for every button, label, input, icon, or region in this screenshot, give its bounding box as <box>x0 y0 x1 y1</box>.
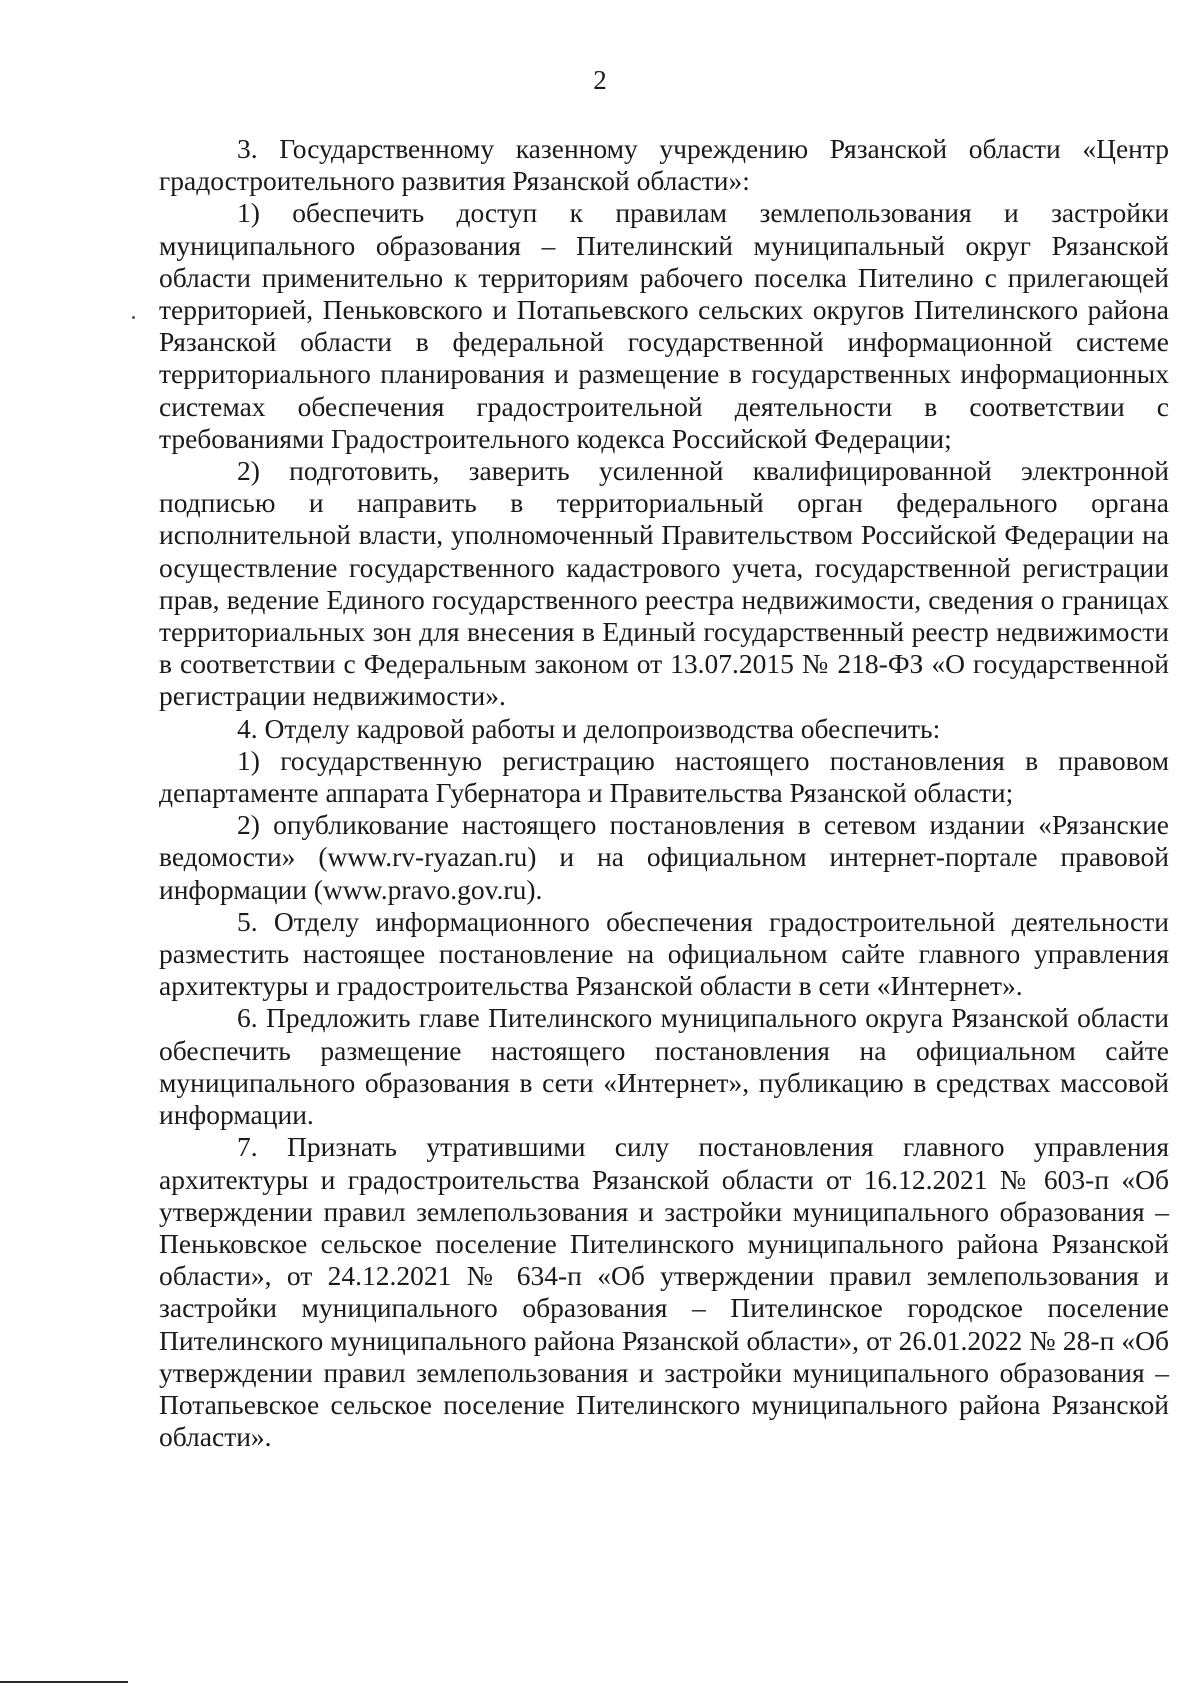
scan-speck <box>132 316 135 319</box>
page-number: 2 <box>593 65 607 95</box>
paragraph-4-2: 2) опубликование настоящего постановления в сетевом издании «Рязанские ведомости» (www.rv-ryazan.ru) и на официальном интернет-портале правовой информации (www.pravo.gov.ru). <box>159 809 1169 905</box>
paragraph-3-1: 1) обеспечить доступ к правилам землепользования и застройки муниципального образования – Пителинский муниципальный округ Рязанской области применительно к территориям рабочего поселка Пителино с прилегающей территорией, Пеньковского и Потапьевского сельских округов Пителинского района Рязанской области в федеральной государственной информационной системе территориального планирования и размещение в государственных информационных системах обеспечения градостроительной деятельности в соответствии с требованиями Градостроительного кодекса Российской Федерации; <box>159 197 1169 454</box>
paragraph-3: 3. Государственному казенному учреждению Рязанской области «Центр градостроительного развития Рязанской области»: <box>159 133 1169 197</box>
paragraph-3-2: 2) подготовить, заверить усиленной квалифицированной электронной подписью и направить в территориальный орган федерального органа исполнительной власти, уполномоченный Правительством Российской Федерации на осуществление государственного кадастрового учета, государственной регистрации прав, ведение Единого государственного реестра недвижимости, сведения о границах территориальных зон для внесения в Единый государственный реестр недвижимости в соответствии с Федеральным законом от 13.07.2015 № 218-ФЗ «О государственной регистрации недвижимости». <box>159 455 1169 712</box>
footer-rule <box>0 1681 128 1683</box>
document-body <box>159 133 1169 1453</box>
paragraph-6: 6. Предложить главе Пителинского муниципального округа Рязанской области обеспечить размещение настоящего постановления на официальном сайте муниципального образования в сети «Интернет», публикацию в средствах массовой информации. <box>159 1002 1169 1131</box>
paragraph-4-1: 1) государственную регистрацию настоящего постановления в правовом департаменте аппарата Губернатора и Правительства Рязанской области; <box>159 744 1169 809</box>
paragraph-5: 5. Отделу информационного обеспечения градостроительной деятельности разместить настоящее постановление на официальном сайте главного управления архитектуры и градостроительства Рязанской области в сети «Интернет». <box>159 905 1169 1002</box>
paragraph-7: 7. Признать утратившими силу постановления главного управления архитектуры и градостроительства Рязанской области от 16.12.2021 № 603-п «Об утверждении правил землепользования и застройки муниципального образования – Пеньковское сельское поселение Пителинского муниципального района Рязанской области», от 24.12.2021 № 634-п «Об утверждении правил землепользования и застройки муниципального образования – Пителинское городское поселение Пителинского муниципального района Рязанской области», от 26.01.2022 № 28-п «Об утверждении правил землепользования и застройки муниципального образования – Потапьевское сельское поселение Пителинского муниципального района Рязанской области». <box>159 1131 1169 1453</box>
paragraph-4: 4. Отделу кадровой работы и делопроизводства обеспечить: <box>237 712 941 744</box>
